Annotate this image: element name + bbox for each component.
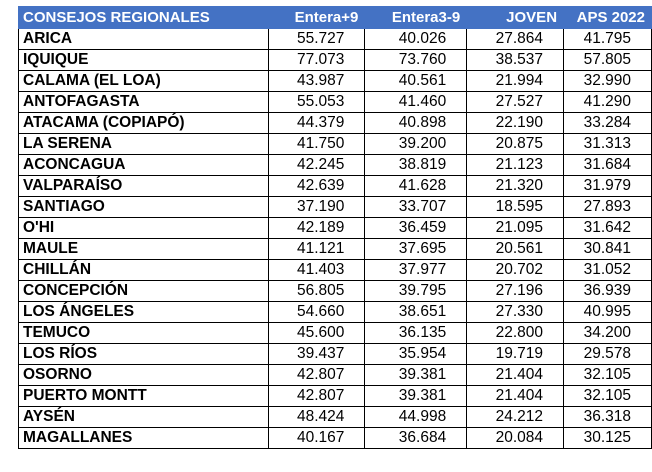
table-row: [19, 134, 652, 155]
cell-entera-3-9: 35.954: [365, 344, 467, 365]
cell-joven: 21.994: [467, 71, 564, 92]
cell-joven: 27.527: [467, 92, 564, 113]
table-row: [19, 71, 652, 92]
table-row: [19, 155, 652, 176]
cell-entera-3-9: 73.760: [365, 50, 467, 71]
cell-entera-9: 39.437: [268, 344, 365, 365]
cell-aps-2022: 30.125: [564, 428, 652, 449]
cell-region-name: LA SERENA: [19, 134, 269, 155]
cell-region-name: AYSÉN: [19, 407, 269, 428]
cell-entera-9: 41.121: [268, 239, 365, 260]
cell-region-name: ACONCAGUA: [19, 155, 269, 176]
cell-entera-3-9: 36.684: [365, 428, 467, 449]
cell-joven: 20.084: [467, 428, 564, 449]
cell-joven: 38.537: [467, 50, 564, 71]
table-row: [19, 50, 652, 71]
cell-joven: 27.330: [467, 302, 564, 323]
cell-region-name: CONCEPCIÓN: [19, 281, 269, 302]
cell-aps-2022: 31.979: [564, 176, 652, 197]
cell-entera-9: 55.053: [268, 92, 365, 113]
cell-joven: 22.190: [467, 113, 564, 134]
cell-entera-9: 48.424: [268, 407, 365, 428]
table-row: [19, 386, 652, 407]
cell-entera-9: 42.807: [268, 365, 365, 386]
cell-entera-9: 42.639: [268, 176, 365, 197]
cell-aps-2022: 57.805: [564, 50, 652, 71]
cell-region-name: CALAMA (EL LOA): [19, 71, 269, 92]
table-row: [19, 344, 652, 365]
cell-entera-3-9: 37.977: [365, 260, 467, 281]
header-entera-3-9: Entera3-9: [365, 7, 467, 29]
cell-entera-3-9: 38.819: [365, 155, 467, 176]
cell-aps-2022: 32.990: [564, 71, 652, 92]
table-row: [19, 428, 652, 449]
table-container: [18, 6, 652, 449]
cell-joven: 21.320: [467, 176, 564, 197]
cell-entera-3-9: 33.707: [365, 197, 467, 218]
cell-entera-3-9: 40.561: [365, 71, 467, 92]
cell-entera-9: 41.750: [268, 134, 365, 155]
cell-entera-9: 45.600: [268, 323, 365, 344]
cell-region-name: SANTIAGO: [19, 197, 269, 218]
cell-entera-9: 42.807: [268, 386, 365, 407]
cell-joven: 20.702: [467, 260, 564, 281]
cell-entera-9: 54.660: [268, 302, 365, 323]
cell-aps-2022: 29.578: [564, 344, 652, 365]
cell-joven: 22.800: [467, 323, 564, 344]
cell-joven: 20.561: [467, 239, 564, 260]
cell-joven: 27.864: [467, 29, 564, 50]
cell-joven: 24.212: [467, 407, 564, 428]
cell-aps-2022: 32.105: [564, 386, 652, 407]
cell-region-name: CHILLÁN: [19, 260, 269, 281]
cell-joven: 19.719: [467, 344, 564, 365]
cell-region-name: PUERTO MONTT: [19, 386, 269, 407]
cell-aps-2022: 41.795: [564, 29, 652, 50]
cell-aps-2022: 40.995: [564, 302, 652, 323]
cell-region-name: ANTOFAGASTA: [19, 92, 269, 113]
cell-aps-2022: 33.284: [564, 113, 652, 134]
cell-region-name: ARICA: [19, 29, 269, 50]
cell-entera-3-9: 39.381: [365, 365, 467, 386]
cell-region-name: LOS RÍOS: [19, 344, 269, 365]
cell-entera-3-9: 36.135: [365, 323, 467, 344]
cell-aps-2022: 31.313: [564, 134, 652, 155]
cell-entera-3-9: 38.651: [365, 302, 467, 323]
cell-region-name: MAULE: [19, 239, 269, 260]
cell-region-name: IQUIQUE: [19, 50, 269, 71]
cell-joven: 21.404: [467, 386, 564, 407]
cell-joven: 21.123: [467, 155, 564, 176]
header-row: [19, 7, 652, 29]
cell-region-name: TEMUCO: [19, 323, 269, 344]
cell-entera-3-9: 40.898: [365, 113, 467, 134]
cell-aps-2022: 41.290: [564, 92, 652, 113]
table-row: [19, 239, 652, 260]
cell-entera-9: 42.189: [268, 218, 365, 239]
cell-aps-2022: 36.318: [564, 407, 652, 428]
cell-region-name: MAGALLANES: [19, 428, 269, 449]
cell-entera-9: 43.987: [268, 71, 365, 92]
table-row: [19, 29, 652, 50]
cell-aps-2022: 34.200: [564, 323, 652, 344]
cell-entera-3-9: 36.459: [365, 218, 467, 239]
table-row: [19, 197, 652, 218]
cell-joven: 27.196: [467, 281, 564, 302]
table-row: [19, 407, 652, 428]
regional-councils-table: [18, 6, 652, 449]
cell-entera-9: 44.379: [268, 113, 365, 134]
cell-entera-3-9: 40.026: [365, 29, 467, 50]
table-row: [19, 176, 652, 197]
cell-aps-2022: 27.893: [564, 197, 652, 218]
cell-aps-2022: 31.684: [564, 155, 652, 176]
table-row: [19, 92, 652, 113]
cell-entera-9: 40.167: [268, 428, 365, 449]
header-joven: JOVEN: [467, 7, 564, 29]
table-row: [19, 302, 652, 323]
cell-entera-9: 42.245: [268, 155, 365, 176]
table-body: [19, 29, 652, 449]
table-header: [19, 7, 652, 29]
cell-joven: 18.595: [467, 197, 564, 218]
cell-region-name: VALPARAÍSO: [19, 176, 269, 197]
cell-aps-2022: 36.939: [564, 281, 652, 302]
table-row: [19, 218, 652, 239]
cell-aps-2022: 31.052: [564, 260, 652, 281]
table-row: [19, 323, 652, 344]
cell-entera-9: 37.190: [268, 197, 365, 218]
cell-aps-2022: 31.642: [564, 218, 652, 239]
table-row: [19, 113, 652, 134]
header-consejos-regionales: CONSEJOS REGIONALES: [19, 7, 269, 29]
cell-entera-3-9: 39.200: [365, 134, 467, 155]
cell-region-name: OSORNO: [19, 365, 269, 386]
table-row: [19, 281, 652, 302]
cell-entera-3-9: 41.460: [365, 92, 467, 113]
cell-entera-3-9: 37.695: [365, 239, 467, 260]
table-row: [19, 260, 652, 281]
cell-entera-3-9: 39.795: [365, 281, 467, 302]
cell-entera-9: 55.727: [268, 29, 365, 50]
cell-joven: 21.404: [467, 365, 564, 386]
header-aps-2022: APS 2022: [564, 7, 652, 29]
cell-region-name: LOS ÁNGELES: [19, 302, 269, 323]
cell-entera-3-9: 39.381: [365, 386, 467, 407]
cell-region-name: O'HI: [19, 218, 269, 239]
cell-joven: 21.095: [467, 218, 564, 239]
cell-entera-9: 77.073: [268, 50, 365, 71]
header-entera-9: Entera+9: [268, 7, 365, 29]
cell-entera-9: 41.403: [268, 260, 365, 281]
table-row: [19, 365, 652, 386]
cell-joven: 20.875: [467, 134, 564, 155]
cell-entera-3-9: 44.998: [365, 407, 467, 428]
cell-aps-2022: 32.105: [564, 365, 652, 386]
cell-region-name: ATACAMA (COPIAPÓ): [19, 113, 269, 134]
cell-aps-2022: 30.841: [564, 239, 652, 260]
cell-entera-9: 56.805: [268, 281, 365, 302]
cell-entera-3-9: 41.628: [365, 176, 467, 197]
